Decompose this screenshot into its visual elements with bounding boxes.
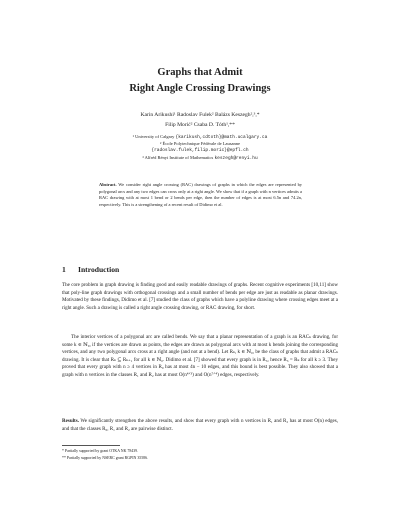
affiliation-2-name: ² École Polytechnique Fédérale de Lausanne [160,141,240,146]
intro-paragraph-1: The core problem in graph drawing is finding good and easily readable drawings of graphs. Recent cognitive experiments [10,11] show that poly-line graph drawings with orthogonal crossings and a small number of bends per edge are just as readable as planar drawings. Motivated by these findings, Didimo et al. [7] studied the class of graphs which have a polyline drawing where crossing edges meet at a right angle. Such a drawing is called a right angle crossing drawing, or RAC drawing, for short. [62,282,338,311]
abstract [99,182,302,209]
authors-line2: Filip Morić² Csaba D. Tóth¹,** [165,122,235,128]
abstract-text: We consider right angle crossing (RAC) drawings of graphs in which the edges are represented by polygonal arcs and any two edges can cross only at a right angle. We show that if a graph with n vertices admits a RAC drawing with at most 1 bend or 2 bends per edge, then the number of edges is at most 6.5n and 74.2n, respectively. This is a strengthening of a recent result of Didimo et al. [99,182,303,208]
affiliation-3-name: ³ Alfréd Rényi Institute of Mathematics [142,155,214,160]
results-paragraph [62,418,338,433]
paper-title-line2: Right Angle Crossing Drawings [129,83,271,94]
section-title: Introduction [78,265,120,274]
section-heading [62,265,119,274]
affiliation-3 [0,155,400,163]
intro-paragraph-2: The interior vertices of a polygonal arc are called bends. We say that a planar representation of a graph is an RACₖ drawing, for some k ∈ ℕ₀, if the vertices are drawn as points, the edges are drawn as polygonal arcs with at most k bends joining the corresponding vertices, and any two polygonal arcs cross at a right angle (and not at a bend). Let Rₖ, k ∈ ℕ₀, be the class of graphs that admit a RACₖ drawing. It is clear that Rₖ ⊆ Rₖ₊₁ for all k ∈ ℕ₀. Didimo et al. [7] showed that every graph is in R₃, hence R₃ = Rₖ for all k ≥ 3. They proved that every graph with n ≥ 4 vertices in R₀ has at most 4n − 10 edges, and this bound is best possible. They also showed that a graph with n vertices in the classes R₁ and R₂ has at most O(n⁴ᐟ³) and O(n⁷ᐟ⁴) edges, respectively. [62,334,338,378]
footnote-2: ** Partially supported by NSERC grant RGPIN 35586. [62,456,149,460]
affiliation-2-email: {radoslav.fulek,filip.moric}@epfl.ch [151,148,249,153]
authors-line1: Karin Arikushi¹ Radoslav Fulek² Balázs Keszegh²,³,* [140,112,260,118]
affiliation-3-email: keszegh@renyi.hu [214,156,258,161]
footnote-1: * Partially supported by grant OTKA NK 78439. [62,449,139,453]
affiliation-1-name: ¹ University of Calgary [132,134,175,139]
results-label: Results. [62,418,79,424]
footnote-rule [62,445,120,446]
paper-title-line1: Graphs that Admit [157,67,243,78]
results-text: We significantly strengthen the above results, and show that every graph with n vertices in R₁ and R₂ has at most O(n) edges, and that the classes R₀, R₁ and R₂ are pairwise distinct. [62,418,339,432]
section-number: 1 [62,265,66,274]
affiliation-1-email: {karikush,cdtoth}@math.ucalgary.ca [175,135,268,140]
abstract-label: Abstract. [99,182,117,187]
